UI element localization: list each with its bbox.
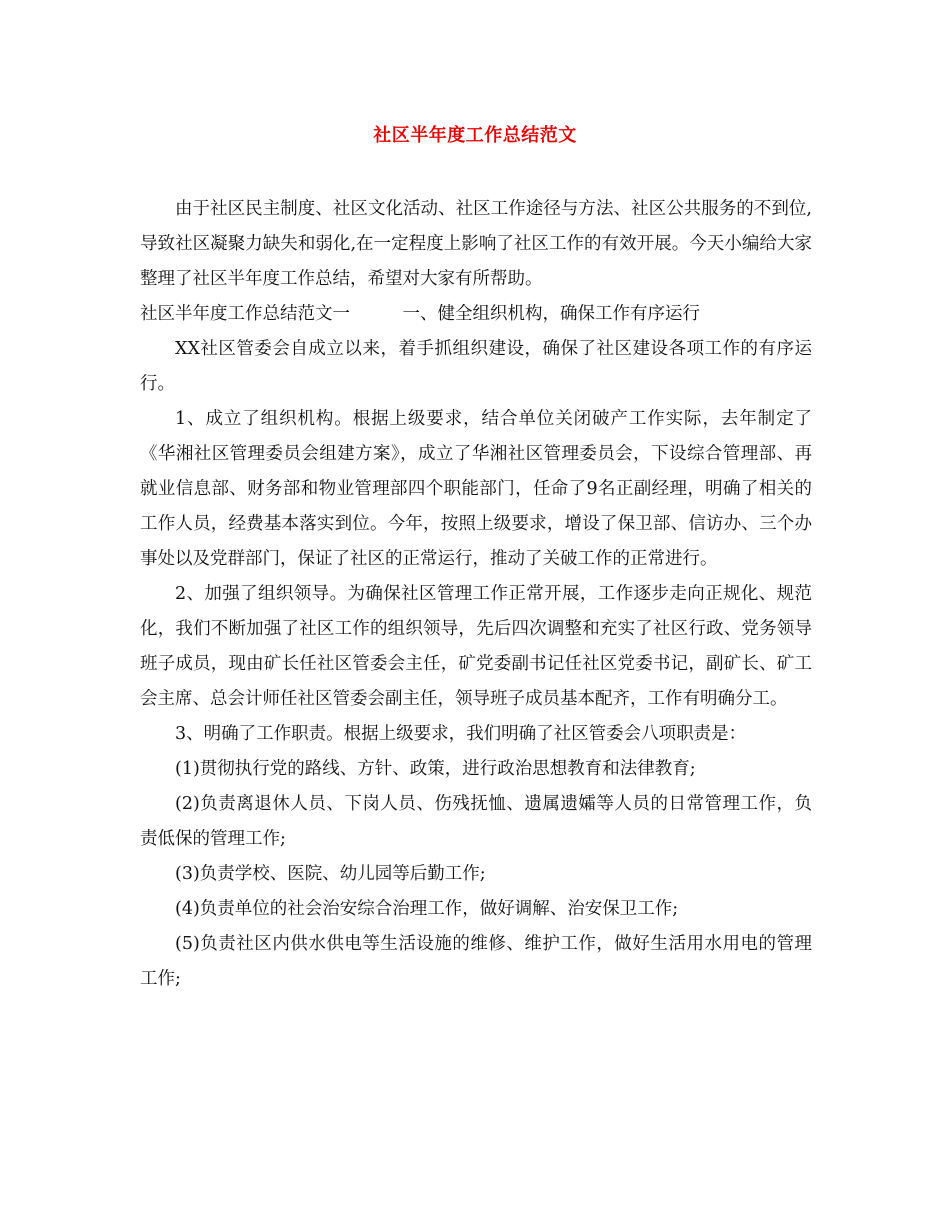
body-paragraph: 2、加强了组织领导。为确保社区管理工作正常开展，工作逐步走向正规化、规范化，我们不断加强了社区工作的组织领导，先后四次调整和充实了社区行政、党务领导班子成员，现由矿长任社区管委会主任，矿党委副书记任社区党委书记，副矿长、矿工会主席、总会计师任社区管委会副主任，领导班子成员基本配齐，工作有明确分工。 — [140, 584, 812, 709]
body-paragraph: 1、成立了组织机构。根据上级要求，结合单位关闭破产工作实际，去年制定了《华湘社区管理委员会组建方案》，成立了华湘社区管理委员会，下设综合管理部、再就业信息部、财务部和物业管理部四个职能部门，任命了9名正副经理，明确了相关的工作人员，经费基本落实到位。今年，按照上级要求，增设了保卫部、信访办、三个办事处以及党群部门，保证了社区的正常运行，推动了关破工作的正常进行。 — [140, 409, 812, 569]
document-title: 社区半年度工作总结范文 — [373, 125, 577, 146]
list-item: (2)负责离退休人员、下岗人员、伤残抚恤、遗属遗孀等人员的日常管理工作，负责低保的管理工作; — [140, 794, 812, 849]
document-body — [140, 192, 812, 997]
list-item: (4)负责单位的社会治安综合治理工作，做好调解、治安保卫工作; — [175, 899, 679, 919]
intro-paragraph: 由于社区民主制度、社区文化活动、社区工作途径与方法、社区公共服务的不到位,导致社区凝聚力缺失和弱化,在一定程度上影响了社区工作的有效开展。今天小编给大家整理了社区半年度工作总结，希望对大家有所帮助。 — [140, 199, 812, 289]
section-heading: 社区半年度工作总结范文一 一、健全组织机构，确保工作有序运行 — [140, 304, 700, 324]
body-paragraph: XX社区管委会自成立以来，着手抓组织建设，确保了社区建设各项工作的有序运行。 — [140, 339, 812, 394]
list-item: (3)负责学校、医院、幼儿园等后勤工作; — [175, 864, 486, 884]
list-item: (5)负责社区内供水供电等生活设施的维修、维护工作，做好生活用水用电的管理工作; — [140, 934, 812, 989]
list-item: (1)贯彻执行党的路线、方针、政策，进行政治思想教育和法律教育; — [175, 759, 696, 779]
body-paragraph: 3、明确了工作职责。根据上级要求，我们明确了社区管委会八项职责是： — [175, 724, 747, 744]
